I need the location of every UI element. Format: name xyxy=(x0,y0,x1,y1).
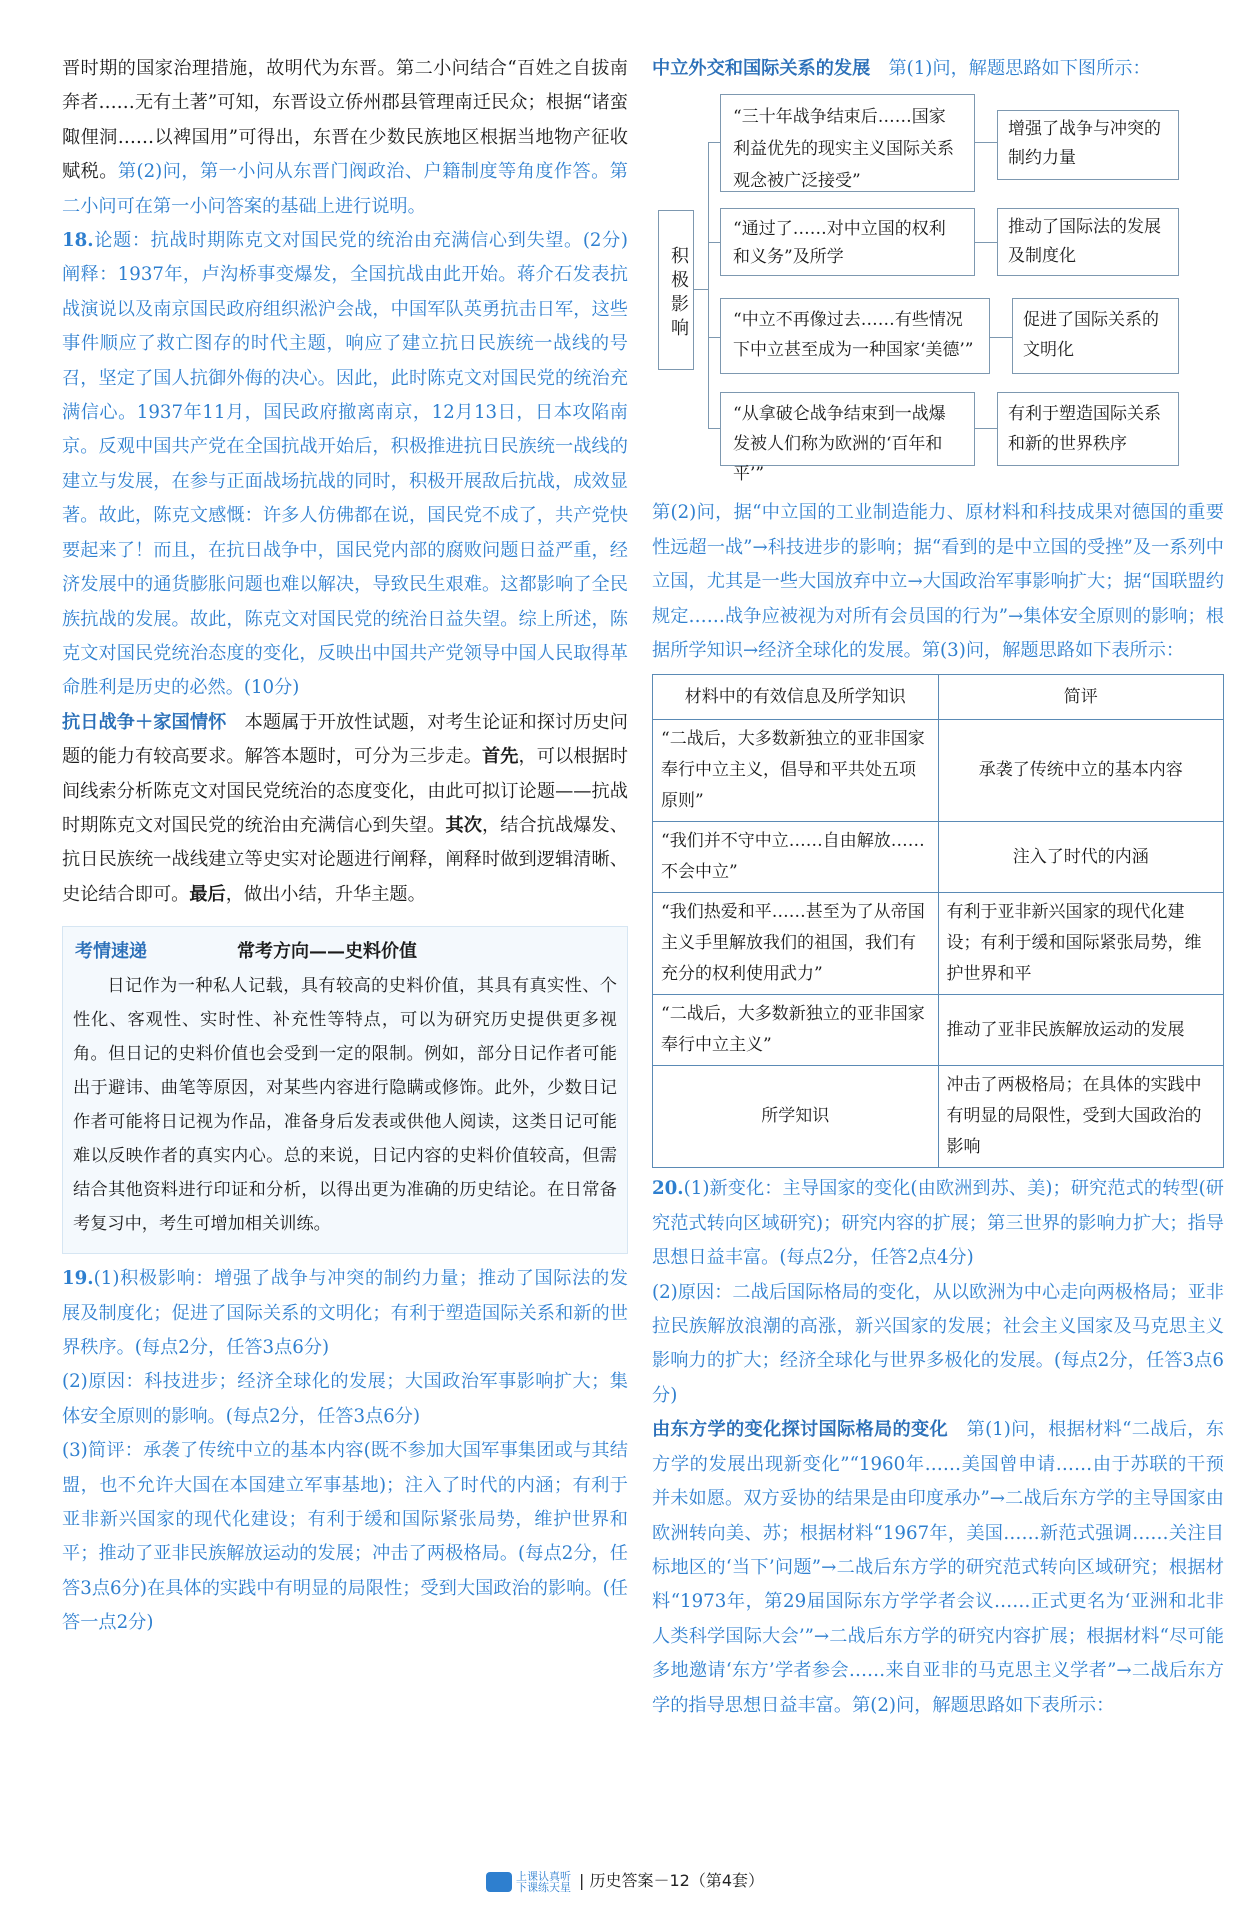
arrow-line xyxy=(975,428,997,429)
arrow-line xyxy=(975,242,997,243)
analysis-19 xyxy=(652,52,1224,86)
table-cell: “我们热爱和平……甚至为了从帝国主义手里解放我们的祖国，我们有充分的权利使用武力” xyxy=(653,893,939,995)
step-label: 最后 xyxy=(189,883,226,905)
table-row xyxy=(653,720,1224,822)
table-row xyxy=(653,995,1224,1066)
brand-line: 下课练天星 xyxy=(515,1880,571,1894)
connector-line xyxy=(708,337,720,338)
question-number: 20. xyxy=(652,1178,684,1200)
left-column xyxy=(62,52,628,1641)
answer-text: (2)原因：二战后国际格局的变化，从以欧洲为中心走向两极格局；亚非拉民族解放浪潮的高涨，新兴国家的发展；社会主义国家及马克思主义影响力的扩大；经济全球化与世界多极化的发展。(每点2分，任答3点6分) xyxy=(652,1281,1224,1406)
table-header-row xyxy=(653,675,1224,720)
brand-logo-icon xyxy=(486,1872,512,1892)
answer-text: (3)简评：承袭了传统中立的基本内容(既不参加大国军事集团或与其结盟，也不允许大国在本国建立军事基地)；注入了时代的内涵；有利于亚非新兴国家的现代化建设；有利于缓和国际紧张局势，维护世界和平；推动了亚非民族解放运动的发展；冲击了两极格局。(每点2分，任答3点6分)在具体的实践中有明显的局限性；受到大国政治的影响。(任答一点2分) xyxy=(62,1440,628,1634)
analysis-text: 第(1)问，解题思路如下图所示： xyxy=(888,58,1151,79)
diagram-effect-node: 推动了国际法的发展及制度化 xyxy=(997,208,1179,276)
question-18 xyxy=(62,224,628,706)
table-row xyxy=(653,822,1224,893)
diagram-effect-node: 增强了战争与冲突的制约力量 xyxy=(997,110,1179,180)
table-row xyxy=(653,1066,1224,1168)
connector-line xyxy=(708,428,720,429)
analysis-table xyxy=(652,674,1224,1168)
analysis-text: 第(1)问，根据材料“二战后，东方学的发展出现新变化”“1960年……美国曾申请……由于苏联的干预并未如愿。双方妥协的结果是由印度承办”→二战后东方学的主导国家由欧洲转向美、苏；根据材料“1967年，美国……新范式强调……关注目标地区的‘当下’问题”→二战后东方学的研究范式转向区域研究；根据材料“1973年，第29届国际东方学学者会议……正式更名为‘亚洲和北非人类科学国际大会’”→二战后东方学的研究内容扩展；根据材料“尽可能多地邀请‘东方’学者参会……来自亚非的马克思主义学者”→二战后东方学的指导思想日益丰富。 xyxy=(652,1419,1224,1716)
analysis-text: 第(2)问，据“中立国的工业制造能力、原材料和科技成果对德国的重要性远超一战”→科技进步的影响；据“看到的是中立国的受挫”及一系列中立国，尤其是一些大国放弃中立→大国政治军事影响扩大；据“国联盟约规定……战争应被视为对所有会员国的行为”→集体安全原则的影响；根据所学知识→经济全球化的发展。第(3)问，解题思路如下表所示： xyxy=(652,502,1224,662)
reasoning-diagram xyxy=(652,92,1224,492)
keyword-tag: 抗日战争＋家国情怀 xyxy=(62,711,227,733)
connector-line xyxy=(708,142,709,428)
answer-text: 晋时期的国家治理措施，故明代为东晋。第二小问结合“百姓之自拔南奔者……无有土著”可知，东晋设立侨州郡县管理南迁民众；根据“诸蛮陬俚洞……以裨国用”可得出，东晋在少数民族地区根据当地物产征收赋税。 xyxy=(62,58,628,183)
analysis-text: 本题属于开放性试题，对考生论证和探讨历史问题的能力有较高要求。解答本题时，可分为三步走。 xyxy=(62,711,628,768)
table-cell: 冲击了两极格局；在具体的实践中有明显的局限性，受到大国政治的影响 xyxy=(938,1066,1224,1168)
table-header: 简评 xyxy=(938,675,1224,720)
paragraph xyxy=(62,52,628,224)
brand-slogan xyxy=(516,1871,571,1893)
diagram-effect-node: 促进了国际关系的文明化 xyxy=(1012,298,1179,374)
question-20 xyxy=(652,1172,1224,1275)
table-cell: 所学知识 xyxy=(653,1066,939,1168)
table-cell: 承袭了传统中立的基本内容 xyxy=(938,720,1224,822)
box-header xyxy=(73,935,617,969)
answer-text: 论题：抗战时期陈克文对国民党的统治由充满信心到失望。(2分)阐释：1937年，卢沟桥事变爆发，全国抗战由此开始。蒋介石发表抗战演说以及南京国民政府组织淞沪会战，中国军队英勇抗击日军，这些事件顺应了救亡图存的时代主题，响应了建立抗日民族统一战线的号召，坚定了国人抗御外侮的决心。因此，此时陈克文对国民党的统治充满信心。1937年11月，国民政府撤离南京，12月13日，日本攻陷南京。反观中国共产党在全国抗战开始后，积极推进抗日民族统一战线的建立与发展，在参与正面战场抗战的同时，积极开展敌后抗战，成效显著。故此，陈克文感慨：许多人仿佛都在说，国民党不成了，共产党快要起来了！而且，在抗日战争中，国民党内部的腐败问题日益严重，经济发展中的通货膨胀问题也难以解决，导致民生艰难。这都影响了全民族抗战的发展。故此，陈克文对国民党的统治日益失望。综上所述，陈克文对国民党统治态度的变化，反映出中国共产党领导中国人民取得革命胜利是历史的必然。(10分) xyxy=(62,230,628,699)
keyword-tag: 中立外交和国际关系的发展 xyxy=(652,58,871,79)
table-cell: “二战后，大多数新独立的亚非国家奉行中立主义” xyxy=(653,995,939,1066)
table-header: 材料中的有效信息及所学知识 xyxy=(653,675,939,720)
table-row xyxy=(653,893,1224,995)
page-footer: 上课认真听 下课练天星 | 历史答案－12（第4套） xyxy=(0,1868,1250,1893)
analysis-text: ，做出小结，升华主题。 xyxy=(225,883,426,905)
arrow-line xyxy=(990,337,1012,338)
analysis-text: 第(2)问，解题思路如下表所示： xyxy=(852,1694,1115,1716)
table-cell: 有利于亚非新兴国家的现代化建设；有利于缓和国际紧张局势，维护世界和平 xyxy=(938,893,1224,995)
connector-line xyxy=(708,242,720,243)
diagram-source-node: “中立不再像过去……有些情况下中立甚至成为一种国家‘美德’” xyxy=(720,298,990,374)
question-number: 18. xyxy=(62,230,94,252)
diagram-source-node: “通过了……对中立国的权利和义务”及所学 xyxy=(720,208,975,276)
table-cell: “我们并不守中立……自由解放……不会中立” xyxy=(653,822,939,893)
brand-line: 上课认真听 xyxy=(515,1869,571,1883)
connector-line xyxy=(694,289,708,290)
question-number: 19. xyxy=(62,1268,94,1290)
table-cell: 推动了亚非民族解放运动的发展 xyxy=(938,995,1224,1066)
diagram-source-node: “三十年战争结束后……国家利益优先的现实主义国际关系观念被广泛接受” xyxy=(720,94,975,192)
page-label: 历史答案－12（第4套） xyxy=(589,1871,765,1890)
answer-text: 第(2)问，第一小问从东晋门阀政治、户籍制度等角度作答。第二小问可在第一小问答案的基础上进行说明。 xyxy=(62,161,628,217)
analysis-text: ，结合抗战爆发、抗日民族统一战线建立等史实对论题进行阐释，阐释时做到逻辑清晰、史论结合即可。 xyxy=(62,814,628,905)
answer-text: (2)原因：科技进步；经济全球化的发展；大国政治军事影响扩大；集体安全原则的影响。(每点2分，任答3点6分) xyxy=(62,1371,628,1427)
box-tag: 考情速递 xyxy=(75,941,147,963)
diagram-root: 积极影响 xyxy=(658,210,694,370)
analysis-18 xyxy=(62,706,628,912)
answer-text: (1)积极影响：增强了战争与冲突的制约力量；推动了国际法的发展及制度化；促进了国际关系的文明化；有利于塑造国际关系和新的世界秩序。(每点2分，任答3点6分) xyxy=(62,1268,628,1358)
box-title: 常考方向——史料价值 xyxy=(237,941,417,963)
step-label: 首先 xyxy=(481,746,519,768)
right-column xyxy=(652,52,1224,1723)
step-label: 其次 xyxy=(445,814,482,836)
diagram-effect-node: 有利于塑造国际关系和新的世界秩序 xyxy=(997,392,1179,466)
keyword-tag: 由东方学的变化探讨国际格局的变化 xyxy=(652,1419,949,1441)
analysis-20 xyxy=(652,1413,1224,1723)
connector-line xyxy=(708,142,720,143)
analysis-text: ，可以根据时间线索分析陈克文对国民党统治的态度变化，由此可拟订论题——抗战时期陈克文对国民党的统治由充满信心到失望。 xyxy=(62,746,628,836)
table-cell: “二战后，大多数新独立的亚非国家奉行中立主义，倡导和平共处五项原则” xyxy=(653,720,939,822)
arrow-line xyxy=(975,142,997,143)
box-text: 日记作为一种私人记载，具有较高的史料价值，其具有真实性、个性化、客观性、实时性、补充性等特点，可以为研究历史提供更多视角。但日记的史料价值也会受到一定的限制。例如，部分日记作者可能出于避讳、曲笔等原因，对某些内容进行隐瞒或修饰。此外，少数日记作者可能将日记视为作品，准备身后发表或供他人阅读，这类日记可能难以反映作者的真实内心。总的来说，日记内容的史料价值较高，但需结合其他资料进行印证和分析，以得出更为准确的历史结论。在日常备考复习中，考生可增加相关训练。 xyxy=(73,976,617,1235)
answer-text: (1)新变化：主导国家的变化(由欧洲到苏、美)；研究范式的转型(研究范式转向区域研究)；研究内容的扩展；第三世界的影响力扩大；指导思想日益丰富。(每点2分，任答2点4分) xyxy=(652,1178,1224,1269)
diagram-source-node: “从拿破仑战争结束到一战爆发被人们称为欧洲的‘百年和平’” xyxy=(720,392,975,466)
question-19 xyxy=(62,1262,628,1365)
table-cell: 注入了时代的内涵 xyxy=(938,822,1224,893)
exam-trend-box xyxy=(62,926,628,1254)
